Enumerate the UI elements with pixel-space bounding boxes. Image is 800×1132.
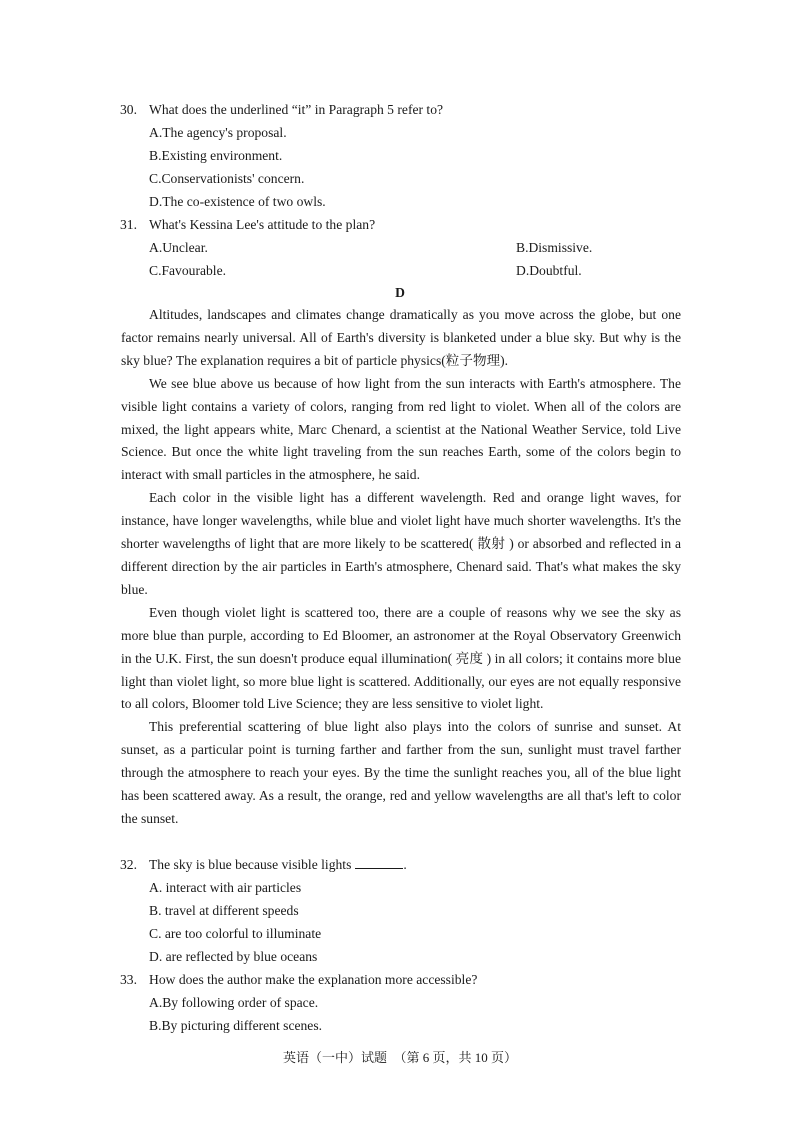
question-33 [120, 968, 680, 991]
question-stem: The sky is blue because visible lights [149, 857, 352, 872]
option-a: A.The agency's proposal. [149, 125, 287, 140]
question-stem: How does the author make the explanation more accessible? [149, 972, 478, 987]
option-b: B.Existing environment. [149, 148, 283, 163]
passage-paragraph-4: Even though violet light is scattered too, there are a couple of reasons why we see the sky as more blue than purple, according to Ed Bloomer, an astronomer at the Royal Observatory Greenwich in the U.K. First, the sun doesn't produce equal illumination( 亮度 ) in all colors; it contains more blue light than violet light, so more blue light is scattered. Additionally, our eyes are not equally responsive to all colors, Bloomer told Live Science; they are less sensitive to violet light. [121, 604, 681, 712]
question-30 [120, 98, 680, 121]
question-number: 30. [120, 102, 137, 117]
option-d: D. are reflected by blue oceans [149, 949, 318, 964]
option-c: C.Favourable. [149, 263, 227, 278]
question-number: 31. [120, 217, 137, 232]
reading-passage [121, 304, 681, 831]
question-number: 32. [120, 857, 137, 872]
question-32 [120, 853, 680, 876]
passage-paragraph-5: This preferential scattering of blue light also plays into the colors of sunrise and sunset. At sunset, as a particular point is turning farther and farther from the sun, sunlight must travel farther through the atmosphere to reach your eyes. By the time the sunlight reaches you, all of the blue light has been scattered away. As a result, the orange, red and yellow wavelengths are all that's left to color the sunset. [121, 719, 681, 826]
option-b: B. travel at different speeds [149, 903, 299, 918]
option-b: B.By picturing different scenes. [149, 1018, 323, 1033]
question-stem: What does the underlined “it” in Paragraph 5 refer to? [149, 102, 444, 117]
option-a: A.Unclear. [149, 240, 208, 255]
option-a: A.By following order of space. [149, 995, 319, 1010]
option-b: B.Dismissive. [516, 240, 593, 255]
option-c: C.Conservationists' concern. [149, 171, 305, 186]
page-footer: 英语（一中）试题 （第 6 页，共 10 页） [282, 1050, 517, 1065]
option-a: A. interact with air particles [149, 880, 302, 895]
answer-blank [355, 854, 403, 869]
option-d: D.Doubtful. [516, 263, 582, 278]
option-d: D.The co-existence of two owls. [149, 194, 326, 209]
question-31 [120, 213, 680, 236]
passage-paragraph-2: We see blue above us because of how light from the sun interacts with Earth's atmosphere. The visible light contains a variety of colors, ranging from red light to violet. When all of the colors are mixed, the light appears white, Marc Chenard, a scientist at the National Weather Service, told Live Science. But once the white light traveling from the sun reaches Earth, some of the colors begin to interact with small particles in the atmosphere, he said. [121, 375, 681, 483]
section-heading: D [395, 285, 405, 300]
option-c: C. are too colorful to illuminate [149, 926, 322, 941]
question-stem: What's Kessina Lee's attitude to the plan? [149, 217, 376, 232]
question-number: 33. [120, 972, 137, 987]
passage-paragraph-3: Each color in the visible light has a different wavelength. Red and orange light waves, for instance, have longer wavelengths, while blue and violet light have much shorter wavelengths. It's the shorter wavelengths of light that are more likely to be scattered( 散射 ) or absorbed and reflected in a different direction by the air particles in Earth's atmosphere, Chenard said. That's what makes the sky blue. [121, 490, 681, 597]
passage-paragraph-1: Altitudes, landscapes and climates change dramatically as you move across the globe, but one factor remains nearly universal. All of Earth's diversity is blanketed under a blue sky. But why is the sky blue? The explanation requires a bit of particle physics(粒子物理). [121, 307, 681, 368]
question-stem-end: . [403, 857, 407, 872]
